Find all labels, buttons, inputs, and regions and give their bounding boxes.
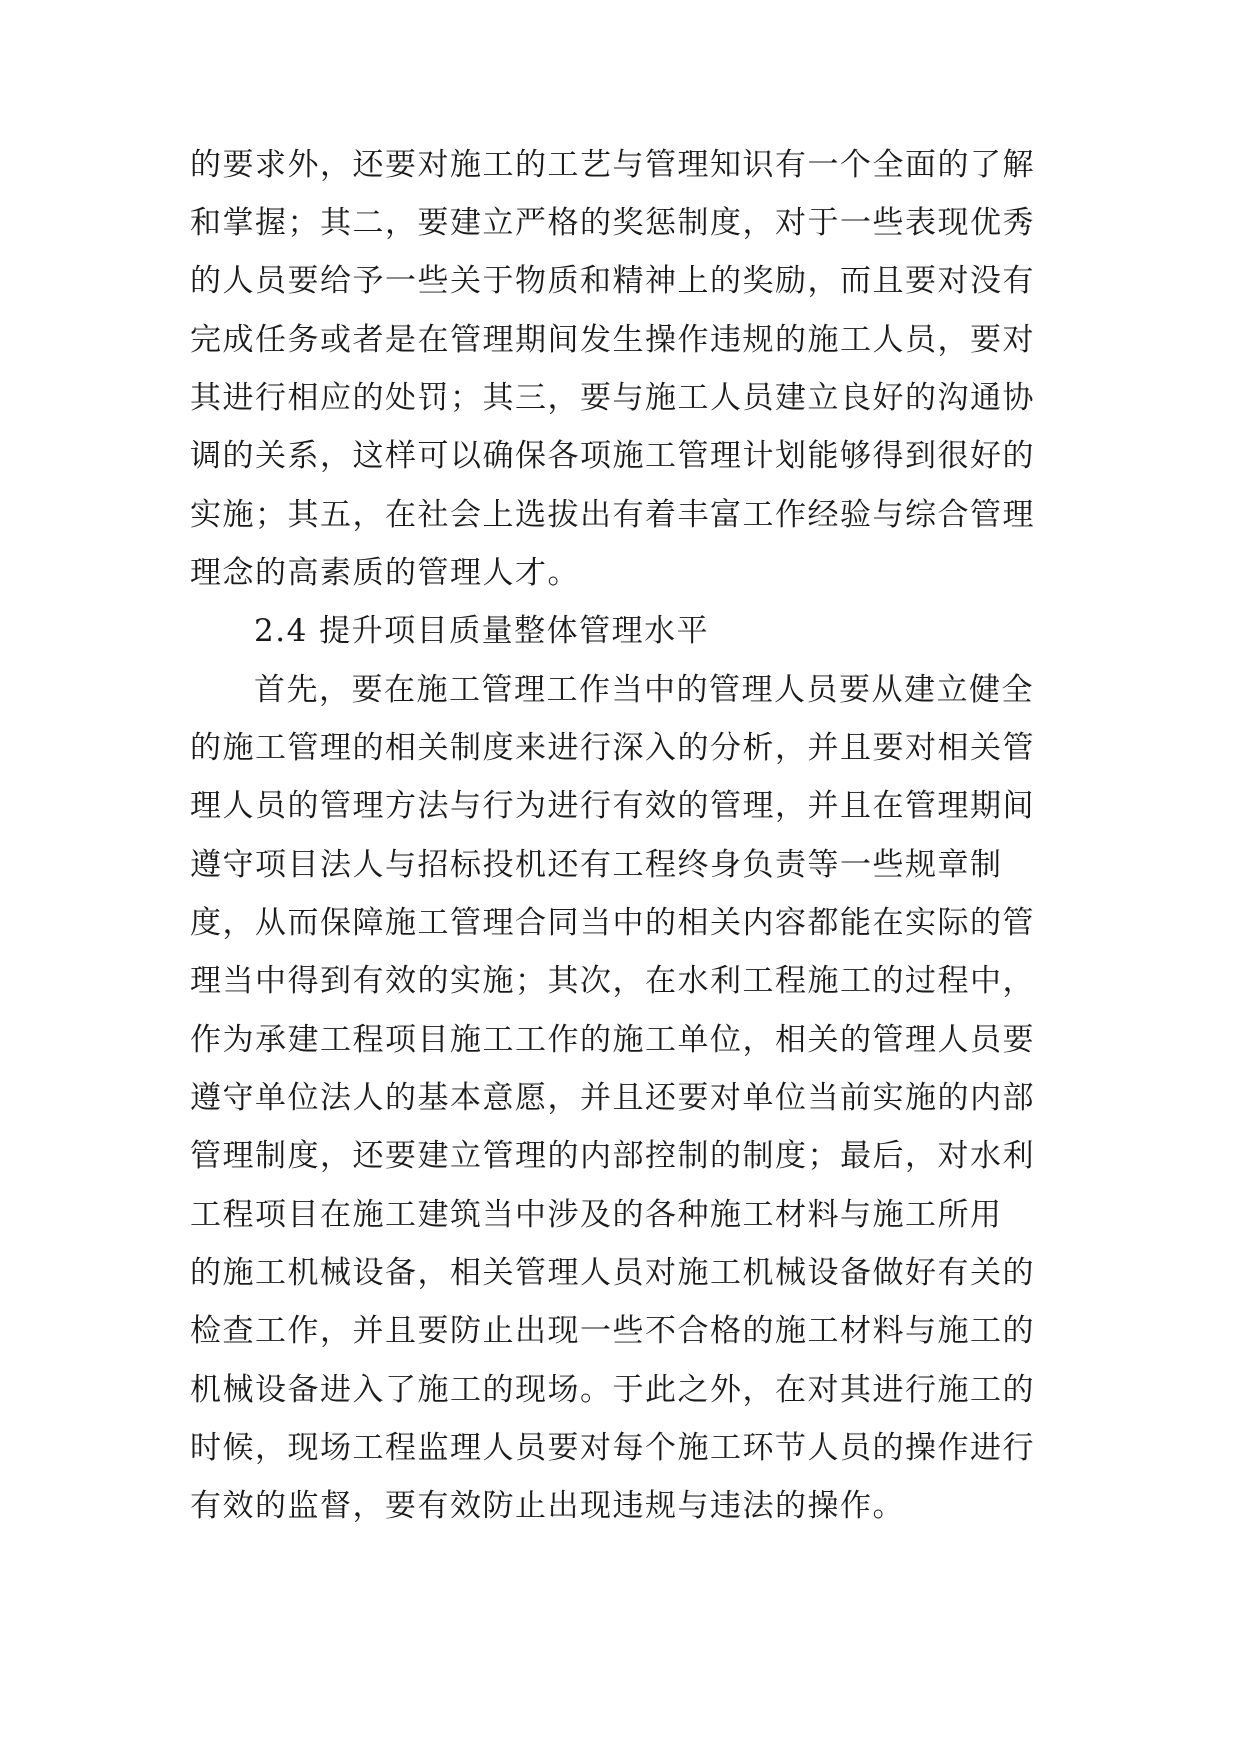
text-line: 的人员要给予一些关于物质和精神上的奖励，而且要对没有 [190, 263, 1035, 299]
text-line: 的施工机械设备，相关管理人员对施工机械设备做好有关的 [190, 1255, 1035, 1291]
text-line: 理人员的管理方法与行为进行有效的管理，并且在管理期间 [190, 788, 1035, 824]
text-line: 理念的高素质的管理人才。 [190, 555, 580, 591]
text-line: 调的关系，这样可以确保各项施工管理计划能够得到很好的 [190, 438, 1035, 474]
text-line: 理当中得到有效的实施；其次，在水利工程施工的过程中， [190, 963, 1035, 999]
text-line: 的要求外，还要对施工的工艺与管理知识有一个全面的了解 [190, 147, 1035, 183]
text-line: 完成任务或者是在管理期间发生操作违规的施工人员，要对 [190, 322, 1035, 358]
text-line: 机械设备进入了施工的现场。于此之外，在对其进行施工的 [190, 1372, 1035, 1408]
text-line: 度，从而保障施工管理合同当中的相关内容都能在实际的管 [190, 905, 1035, 941]
text-line: 遵守单位法人的基本意愿，并且还要对单位当前实施的内部 [190, 1080, 1035, 1116]
text-line: 工程项目在施工建筑当中涉及的各种施工材料与施工所用 [190, 1197, 1003, 1233]
text-line: 的施工管理的相关制度来进行深入的分析，并且要对相关管 [190, 730, 1035, 766]
text-line: 其进行相应的处罚；其三，要与施工人员建立良好的沟通协 [190, 380, 1035, 416]
section-heading: 2.4 提升项目质量整体管理水平 [254, 613, 710, 649]
text-line: 和掌握；其二，要建立严格的奖惩制度，对于一些表现优秀 [190, 205, 1035, 241]
text-line: 有效的监督，要有效防止出现违规与违法的操作。 [190, 1488, 905, 1524]
text-line: 遵守项目法人与招标投机还有工程终身负责等一些规章制 [190, 847, 1003, 883]
text-line: 检查工作，并且要防止出现一些不合格的施工材料与施工的 [190, 1313, 1035, 1349]
text-line: 管理制度，还要建立管理的内部控制的制度；最后，对水利 [190, 1138, 1035, 1174]
text-line: 作为承建工程项目施工工作的施工单位，相关的管理人员要 [190, 1022, 1035, 1058]
text-line: 实施；其五，在社会上选拔出有着丰富工作经验与综合管理 [190, 497, 1035, 533]
text-line: 时候，现场工程监理人员要对每个施工环节人员的操作进行 [190, 1430, 1035, 1466]
paragraph-first-line: 首先，要在施工管理工作当中的管理人员要从建立健全 [254, 672, 1034, 708]
